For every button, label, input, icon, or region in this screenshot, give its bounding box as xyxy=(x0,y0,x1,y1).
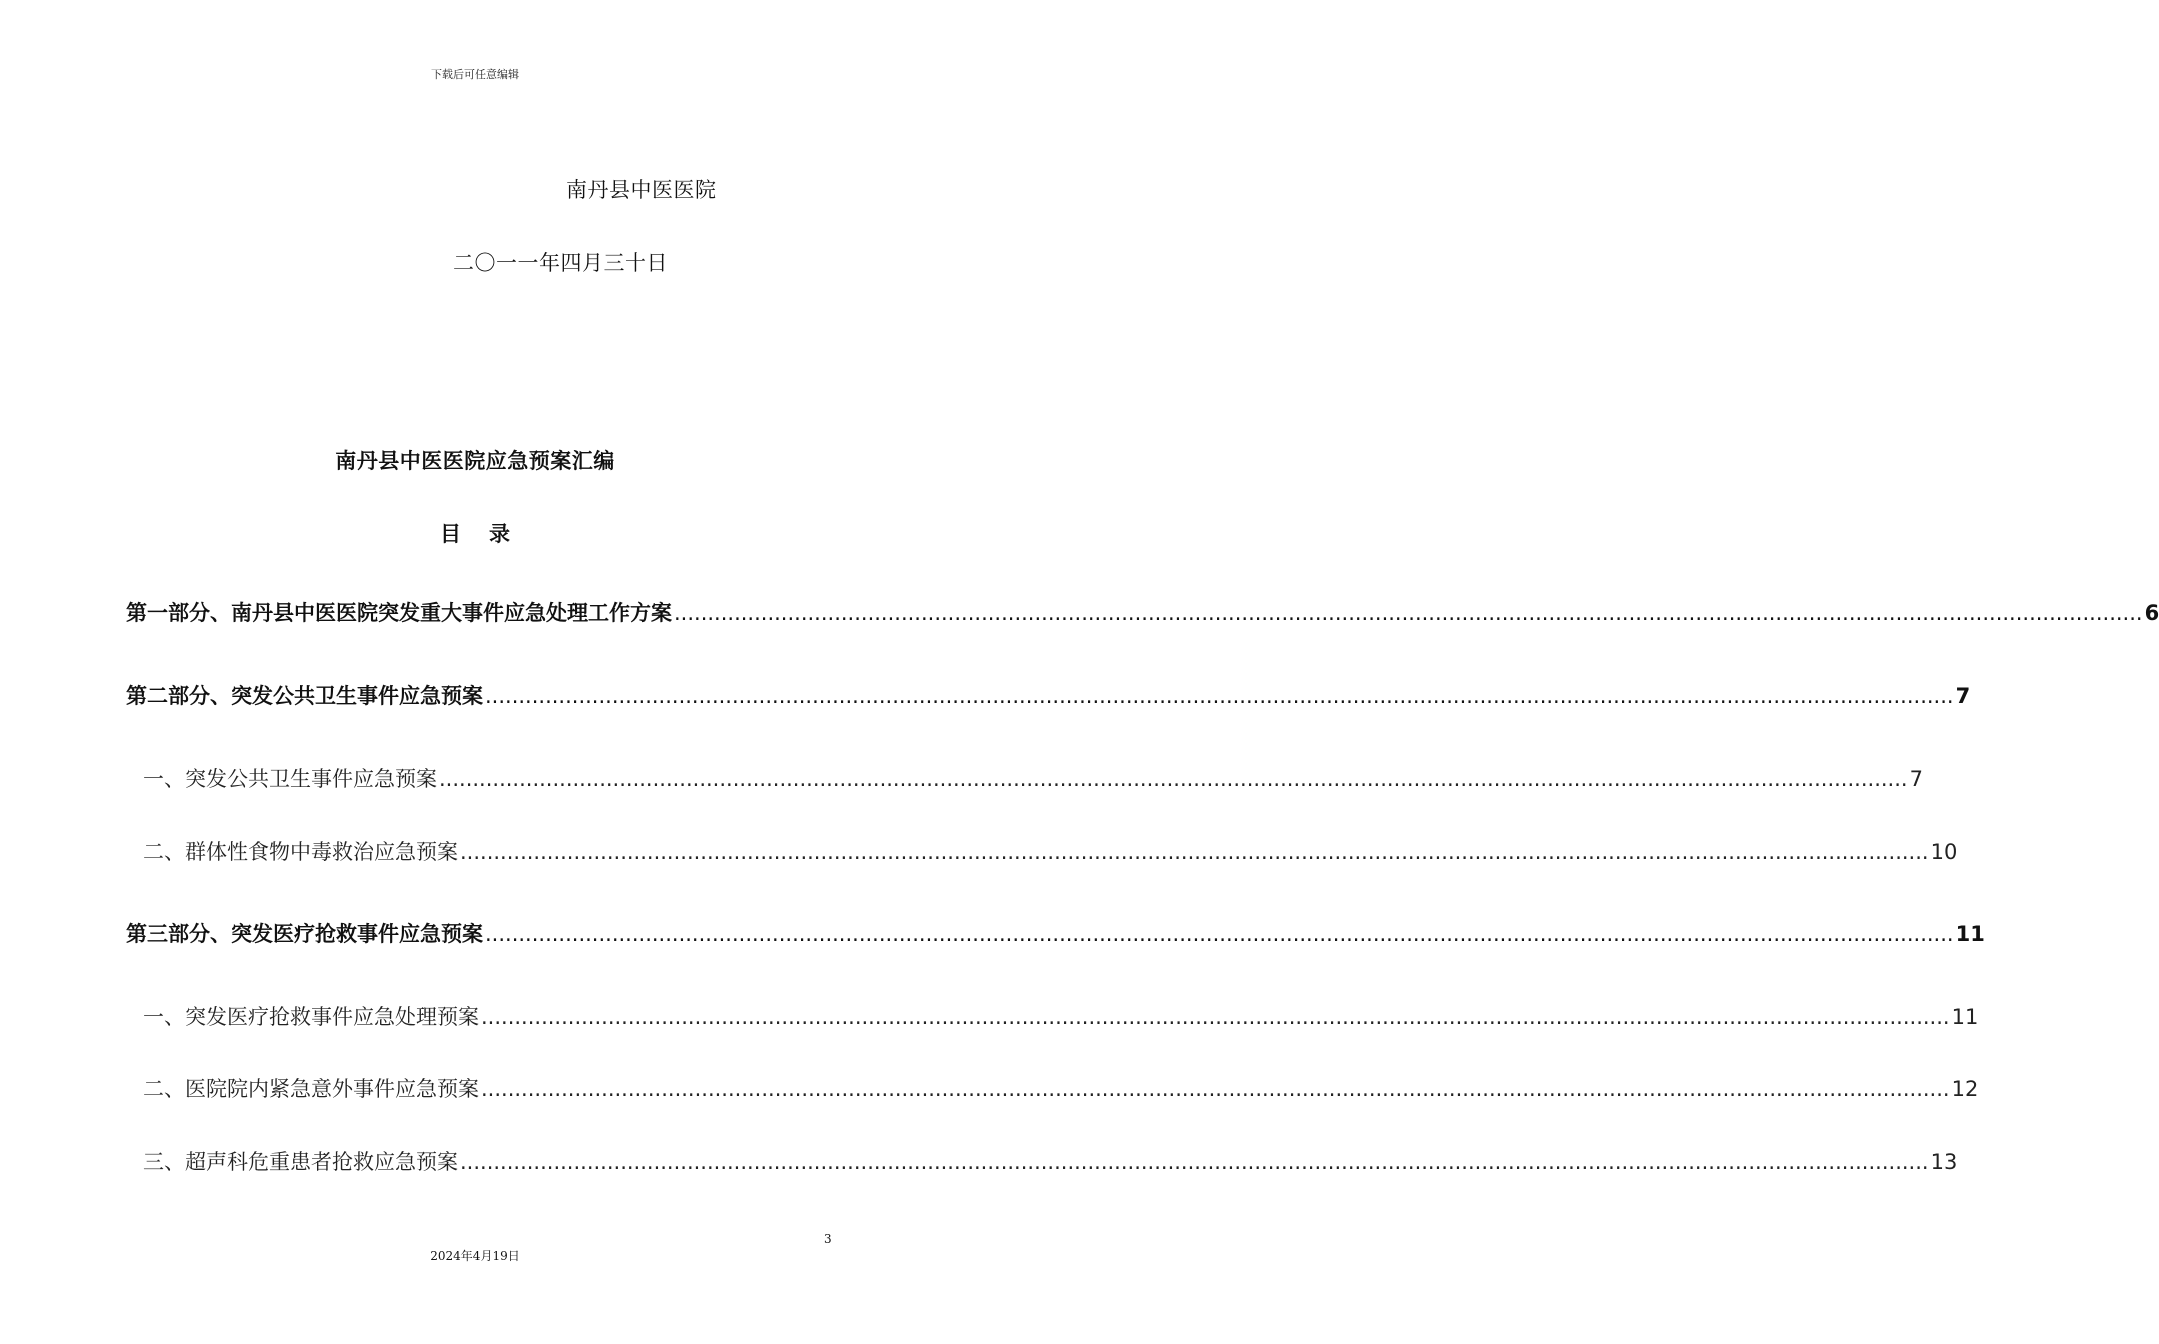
toc-entry[interactable] xyxy=(126,680,1971,710)
toc-entry-label: 第二部分、突发公共卫生事件应急预案 xyxy=(126,684,483,708)
toc-entry[interactable] xyxy=(143,1073,1979,1103)
toc-leader-dots: ............................................................................................................................................................................................................................ xyxy=(674,601,2143,625)
toc-entry[interactable] xyxy=(143,1001,1979,1031)
toc-leader-dots: ............................................................................................................................................................................................................................ xyxy=(481,1005,1950,1029)
toc-entry-label: 三、超声科危重患者抢救应急预案 xyxy=(143,1150,458,1174)
toc-leader-dots: ............................................................................................................................................................................................................................ xyxy=(439,767,1908,791)
toc-leader-dots: ............................................................................................................................................................................................................................ xyxy=(485,684,1954,708)
organization-name: 南丹县中医医院 xyxy=(566,178,717,202)
cover-date: 二〇一一年四月三十日 xyxy=(453,251,668,275)
toc-leader-dots: ............................................................................................................................................................................................................................ xyxy=(481,1077,1950,1101)
toc-heading: 目录 xyxy=(440,522,538,546)
toc-entry[interactable] xyxy=(143,836,1958,866)
header-note: 下载后可任意编辑 xyxy=(431,68,519,81)
toc-entry-label: 一、突发公共卫生事件应急预案 xyxy=(143,767,437,791)
toc-entry-page: 7 xyxy=(1909,767,1923,791)
toc-entry[interactable] xyxy=(143,763,1923,793)
toc-entry-page: 11 xyxy=(1955,922,1985,946)
toc-entry-page: 12 xyxy=(1951,1077,1979,1101)
toc-leader-dots: ............................................................................................................................................................................................................................ xyxy=(460,840,1929,864)
footer-date: 2024年4月19日 xyxy=(430,1249,520,1263)
toc-entry-page: 6 xyxy=(2144,601,2159,625)
toc-entry-page: 7 xyxy=(1955,684,1971,708)
toc-entry[interactable] xyxy=(126,597,2159,627)
toc-entry-label: 一、突发医疗抢救事件应急处理预案 xyxy=(143,1005,479,1029)
toc-entry-label: 二、群体性食物中毒救治应急预案 xyxy=(143,840,458,864)
toc-entry-page: 11 xyxy=(1951,1005,1979,1029)
toc-entry-label: 二、医院院内紧急意外事件应急预案 xyxy=(143,1077,479,1101)
toc-entry-label: 第三部分、突发医疗抢救事件应急预案 xyxy=(126,922,483,946)
toc-leader-dots: ............................................................................................................................................................................................................................ xyxy=(485,922,1954,946)
toc-entry-page: 10 xyxy=(1930,840,1958,864)
toc-entry[interactable] xyxy=(143,1146,1958,1176)
page-number: 3 xyxy=(824,1232,832,1246)
toc-entry-label: 第一部分、南丹县中医医院突发重大事件应急处理工作方案 xyxy=(126,601,672,625)
document-title: 南丹县中医医院应急预案汇编 xyxy=(335,449,615,473)
toc-entry-page: 13 xyxy=(1930,1150,1958,1174)
toc-leader-dots: ............................................................................................................................................................................................................................ xyxy=(460,1150,1929,1174)
toc-entry[interactable] xyxy=(126,918,1985,948)
